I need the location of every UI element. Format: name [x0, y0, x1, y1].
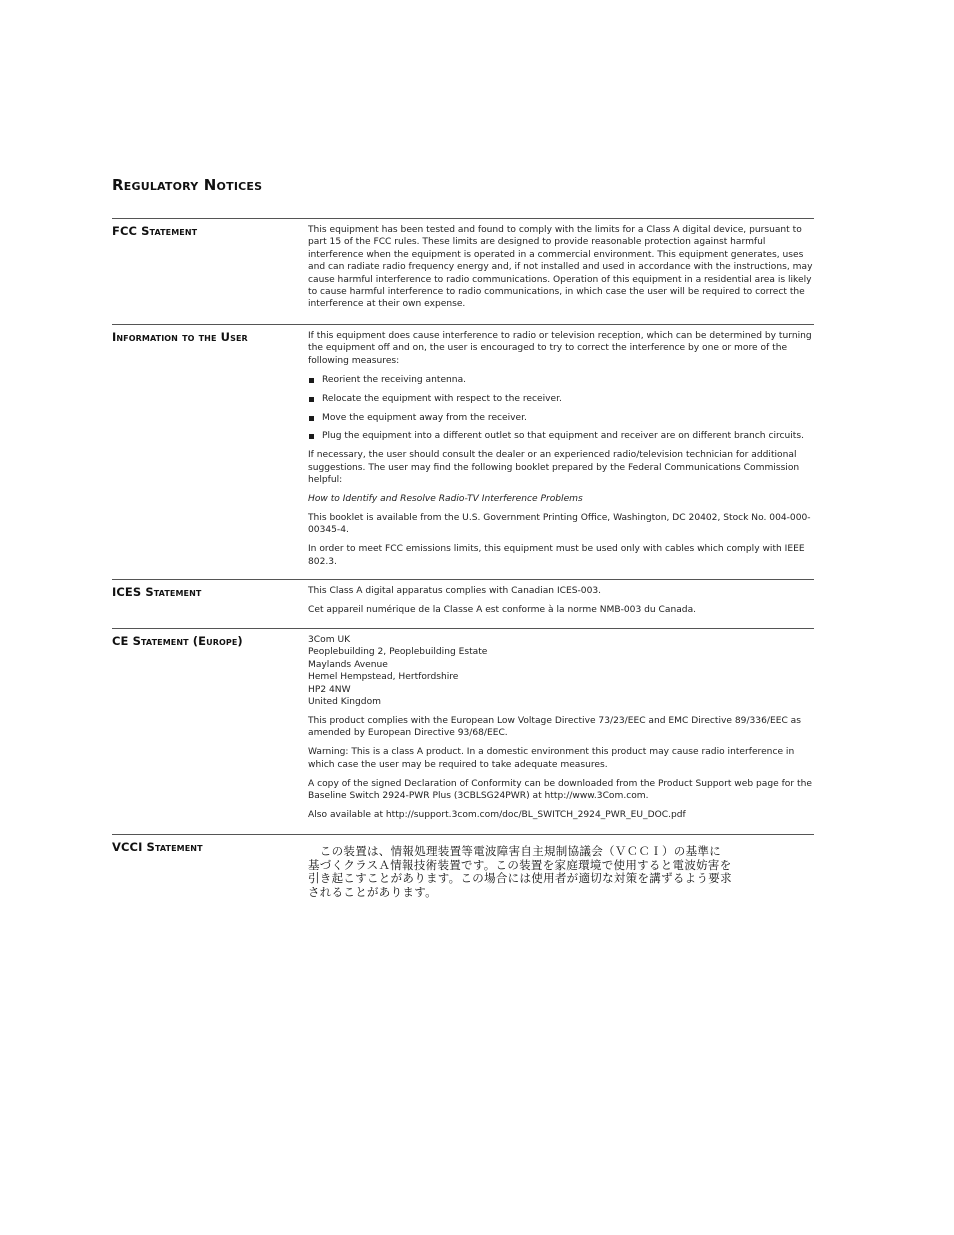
info-intro-paragraph: If this equipment does cause interference to radio or television reception, which can be determined by turning the equipment off and on, the user is encouraged to try to correct the interference by one or more of the following measures: — [308, 331, 812, 366]
address-line: Peoplebuilding 2, Peoplebuilding Estate — [308, 647, 488, 658]
ce-statement-body — [308, 634, 814, 828]
ices-statement-heading: ICES Statement — [112, 585, 202, 599]
fcc-statement-heading: FCC Statement — [112, 224, 198, 238]
vcci-statement-body — [308, 840, 814, 899]
list-item — [308, 374, 814, 386]
fcc-statement-section — [112, 218, 814, 310]
info-cables-paragraph: In order to meet FCC emissions limits, this equipment must be used only with cables which comply with IEEE 802.3. — [308, 544, 805, 567]
ce-declaration-paragraph: A copy of the signed Declaration of Conformity can be downloaded from the Product Support web page for the Baseline Switch 2924-PWR Plus (3CBLSG24PWR) at http://www.3Com.com. — [308, 778, 812, 801]
vcci-japanese-text: この装置は、情報処理装置等電波障害自主規制協議会（ＶＣＣＩ）の基準に 基づくクラスＡ情報技術装置です。この装置を家庭環境で使用すると電波妨害を 引き起こすことがあります。この場合には使用者が適切な対策を講ずるよう要求 されることがあります。 — [308, 844, 732, 899]
ce-also-available-paragraph: Also available at http://support.3com.com/doc/BL_SWITCH_2924_PWR_EU_DOC.pdf — [308, 809, 686, 820]
booklet-title: How to Identify and Resolve Radio-TV Interference Problems — [308, 494, 583, 505]
square-bullet-icon — [309, 397, 314, 402]
list-item-text: Move the equipment away from the receiver. — [322, 412, 527, 423]
list-item — [308, 393, 814, 405]
fcc-statement-body — [308, 224, 814, 317]
address-line: Maylands Avenue — [308, 659, 388, 670]
address-line: HP2 4NW — [308, 684, 351, 695]
information-to-user-heading: Information to the User — [112, 330, 248, 344]
list-item-text: Relocate the equipment with respect to the receiver. — [322, 393, 562, 404]
square-bullet-icon — [309, 434, 314, 439]
ices-english-paragraph: This Class A digital apparatus complies with Canadian ICES-003. — [308, 586, 602, 596]
square-bullet-icon — [309, 378, 314, 383]
address-line: Hemel Hempstead, Hertfordshire — [308, 672, 459, 683]
ce-statement-heading: CE Statement (Europe) — [112, 634, 243, 648]
ce-warning-paragraph: Warning: This is a class A product. In a domestic environment this product may cause radio interference in which case the user may be required to take adequate measures. — [308, 747, 795, 770]
information-to-user-body — [308, 330, 814, 575]
list-item-text: Plug the equipment into a different outlet so that equipment and receiver are on different branch circuits. — [322, 431, 804, 442]
ce-statement-section — [112, 628, 814, 820]
ce-directive-paragraph: This product complies with the European Low Voltage Directive 73/23/EEC and EMC Directive 89/336/EEC as amended by European Directive 93/68/EEC. — [308, 715, 801, 739]
address-line: 3Com UK — [308, 635, 351, 645]
address-line: United Kingdom — [308, 697, 381, 708]
ices-statement-body — [308, 585, 814, 623]
measures-list — [308, 374, 814, 443]
info-consult-paragraph: If necessary, the user should consult the dealer or an experienced radio/television technician for additional suggestions. The user may find the following booklet prepared by the Federal Communications Commission helpful: — [308, 450, 800, 486]
vcci-statement-heading: VCCI Statement — [112, 840, 203, 854]
fcc-paragraph: This equipment has been tested and found to comply with the limits for a Class A digital device, pursuant to part 15 of the FCC rules. These limits are designed to provide reasonable protection against harmful interference when the equipment is operated in a commercial environment. This equipment generates, uses and can radiate radio frequency energy and, if not installed and used in accordance with the instructions, may cause harmful interference to radio communications. Operation of this equipment in a residential area is likely to cause harmful interference to radio communications, in which case the user will be required to correct the interference at their own expense. — [308, 225, 813, 310]
info-booklet-paragraph: This booklet is available from the U.S. Government Printing Office, Washington, DC 20402, Stock No. 004-000-00345-4. — [308, 512, 811, 536]
square-bullet-icon — [309, 416, 314, 421]
information-to-user-section — [112, 324, 814, 567]
vcci-statement-section — [112, 834, 814, 899]
list-item — [308, 430, 814, 442]
ices-statement-section — [112, 579, 814, 615]
address-block — [308, 634, 814, 708]
list-item — [308, 412, 814, 424]
page-title: Regulatory Notices — [112, 176, 263, 194]
ices-french-paragraph: Cet appareil numérique de la Classe A est conforme à la norme NMB-003 du Canada. — [308, 604, 697, 615]
list-item-text: Reorient the receiving antenna. — [322, 374, 467, 385]
